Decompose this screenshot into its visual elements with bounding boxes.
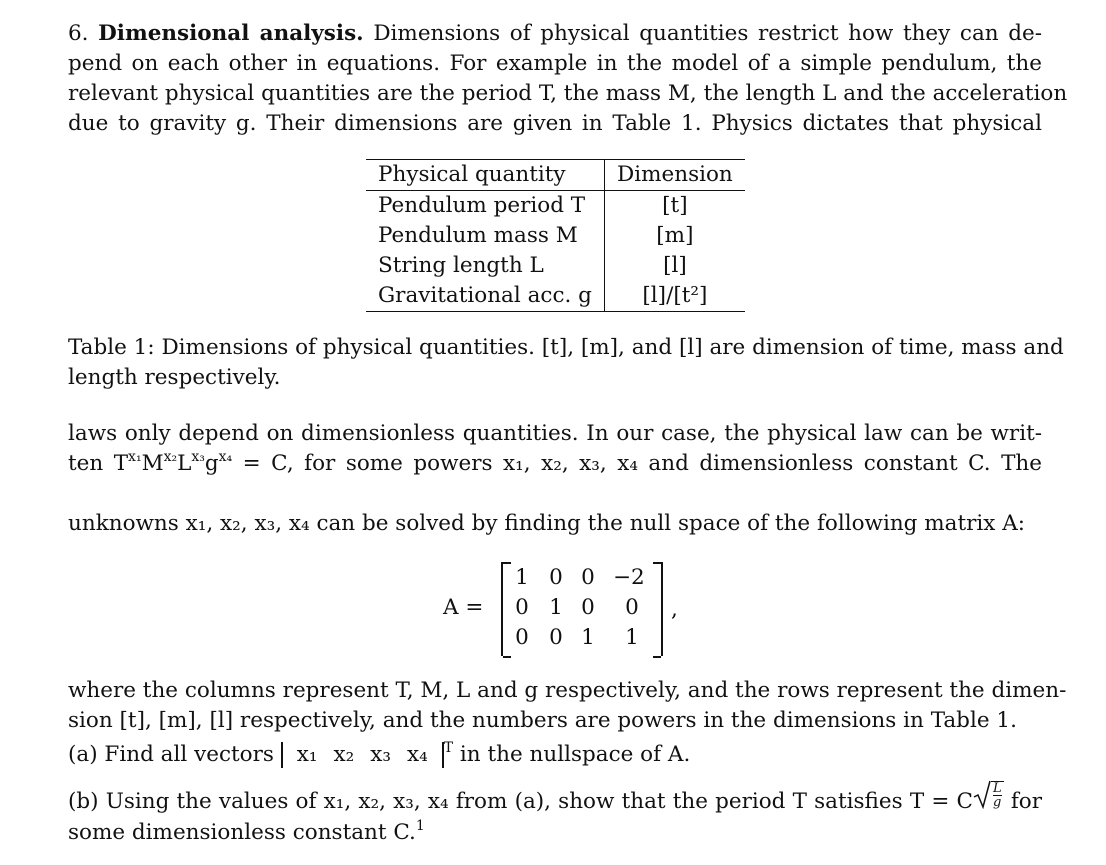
vector-entry: x₃ (370, 742, 391, 767)
sqrt-icon (973, 779, 991, 809)
sqrt-expression (973, 781, 1004, 817)
matrix-cell: 1 (625, 625, 639, 650)
part-b-line-2 (68, 818, 1042, 848)
matrix-cell: 0 (549, 565, 563, 590)
after-line-1: where the columns represent T, M, L and g respectively, and the rows represent the dimen- (68, 678, 1067, 703)
table-row (366, 221, 745, 251)
table-header-row (366, 160, 745, 191)
header-dimension: Dimension (605, 160, 745, 191)
matrix-trailing-comma: , (671, 597, 678, 622)
matrix-cell: 1 (515, 565, 529, 590)
dimensions-table (366, 159, 745, 312)
table-caption-line-1: Table 1: Dimensions of physical quantities. [t], [m], and [l] are dimension of time, mass and (68, 335, 1064, 360)
vector-entry: x₁ (296, 742, 318, 767)
body-line-2-pre: ten T (68, 451, 129, 476)
fraction-numerator: L (992, 781, 1002, 796)
part-a-pre: (a) Find all vectors (68, 742, 274, 767)
row-quantity: String length L (366, 251, 605, 281)
matrix-cell: 0 (581, 565, 595, 590)
part-b (68, 781, 1042, 817)
row-quantity: Gravitational acc. g (366, 281, 605, 312)
body-line-2-post: = C, for some powers x₁, x₂, x₃, x₄ and dimensionless constant C. The (232, 451, 1042, 476)
intro-text-1: Dimensions of physical quantities restrict how they can de- (373, 21, 1043, 46)
row-dimension: [t] (662, 193, 688, 218)
part-a-post: in the nullspace of A. (459, 742, 691, 767)
matrix-cell: 0 (625, 595, 639, 620)
part-a (68, 740, 1042, 770)
table-row (366, 281, 745, 312)
fraction-denominator: g (992, 795, 1002, 810)
part-b-pre: (b) Using the values of x₁, x₂, x₃, x₄ from (a), show that the period T satisfies T = C (68, 789, 973, 814)
table-row (366, 251, 745, 281)
matrix-cell: −2 (613, 565, 645, 590)
matrix-label: A = (443, 595, 484, 620)
footnote-mark: 1 (415, 818, 425, 834)
vector-entry: x₂ (333, 742, 355, 767)
body-line-3: unknowns x₁, x₂, x₃, x₄ can be solved by finding the null space of the following matrix A: (68, 511, 1026, 536)
transpose-mark: T (443, 740, 454, 756)
matrix-cell: 0 (515, 595, 529, 620)
problem-title: Dimensional analysis. (98, 21, 364, 46)
matrix-cell: 1 (581, 625, 595, 650)
nullspace-vector (281, 742, 444, 768)
intro-line-1 (68, 19, 1042, 49)
part-b-line-2-text: some dimensionless constant C. (68, 820, 416, 845)
row-dimension: [l] (663, 253, 687, 278)
matrix-cell: 0 (515, 625, 529, 650)
intro-line-2: pend on each other in equations. For example in the model of a simple pendulum, the (68, 51, 1042, 76)
after-line-2: sion [t], [m], [l] respectively, and the numbers are powers in the dimensions in Table 1. (68, 708, 1017, 733)
vector-entry: x₄ (406, 742, 428, 767)
row-dimension: [l]/[t²] (605, 281, 745, 312)
matrix-a (501, 562, 663, 656)
fraction (991, 781, 1004, 809)
table-caption-line-2: length respectively. (68, 365, 281, 390)
intro-line-4: due to gravity g. Their dimensions are given in Table 1. Physics dictates that physical (68, 111, 1042, 136)
problem-number: 6. (68, 21, 89, 46)
body-line-1: laws only depend on dimensionless quantities. In our case, the physical law can be writ- (68, 421, 1042, 446)
table-row (366, 191, 745, 222)
matrix-cell: 1 (549, 595, 563, 620)
row-dimension: [m] (656, 223, 694, 248)
part-b-post: for (1010, 789, 1042, 814)
matrix-cell: 0 (549, 625, 563, 650)
matrix-cell: 0 (581, 595, 595, 620)
body-line-2: ten $T^{x_1}M^{x_2}L^{x_3}g^{x_4} = C$, for some powers x₁, x₂, x₃, x₄ and dimensionless constant C. The (68, 449, 1042, 476)
row-quantity: Pendulum period T (366, 191, 605, 222)
intro-line-3: relevant physical quantities are the period T, the mass M, the length L and the acceleration (68, 81, 1068, 106)
row-quantity: Pendulum mass M (366, 221, 605, 251)
header-quantity: Physical quantity (366, 160, 605, 191)
